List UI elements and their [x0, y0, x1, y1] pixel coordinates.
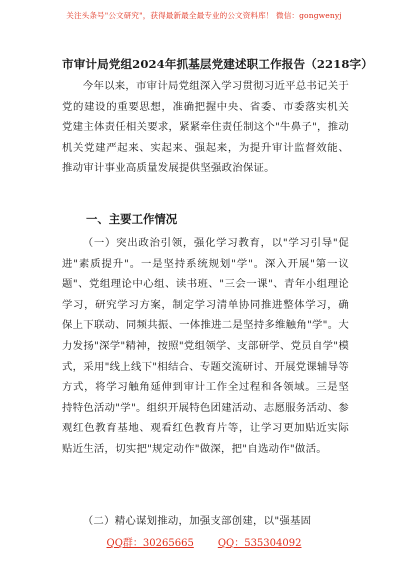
body-paragraph-2: （二）精心谋划推动，加强支部创建，以"强基固: [82, 515, 312, 527]
document-title: 市审计局党组2024年抓基层党建述职工作报告（2218字）: [62, 57, 373, 71]
section-heading: 一、主要工作情况: [86, 212, 178, 226]
intro-paragraph: 今年以来，市审计局党组深入学习贯彻习近平总书记关于党的建设的重要思想，准确把握中央、省委、市委落实机关党建主体责任相关要求，紧紧牵住责任制这个"牛鼻子"，推动机关党建严起来、实起来、强起来，为提升审计监督效能、推动审计事业高质量发展提供坚强政治保证。: [62, 80, 349, 175]
footer-qq-number: QQ：535304092: [217, 538, 302, 549]
body-paragraph-1: （一）突出政治引领，强化学习教育，以"学习引导"促进"素质提升"。一是坚持系统规划"学"。深入开展"第一议题"、党组理论中心组、读书班、"三会一课"、青年小组理论学习，研究学习方案，制定学习清单协同推进整体学习，确保上下联动、同频共振、一体推进二是坚持多维触角"学"。大力发扬"深学"精神，按照"党组领学、支部研学、党员自学"模式，采用"线上线下"相结合、专题交流研讨、开展党课辅导等方式，将学习触角延伸到审计工作全过程和各领域。三是坚持特色活动"学"。组织开展特色团建活动、志愿服务活动、参观红色教育基地、观看红色教育片等，让学习更加贴近实际贴近生活，切实把"规定动作"做深，把"自选动作"做活。: [62, 237, 349, 455]
footer-contacts: [0, 537, 408, 551]
footer-qq-group: QQ群：30265665: [106, 538, 194, 549]
header-banner: 关注头条号"公文研究"，获得最新最全最专业的公文资料库！ 微信：gongwenyj: [66, 11, 342, 20]
